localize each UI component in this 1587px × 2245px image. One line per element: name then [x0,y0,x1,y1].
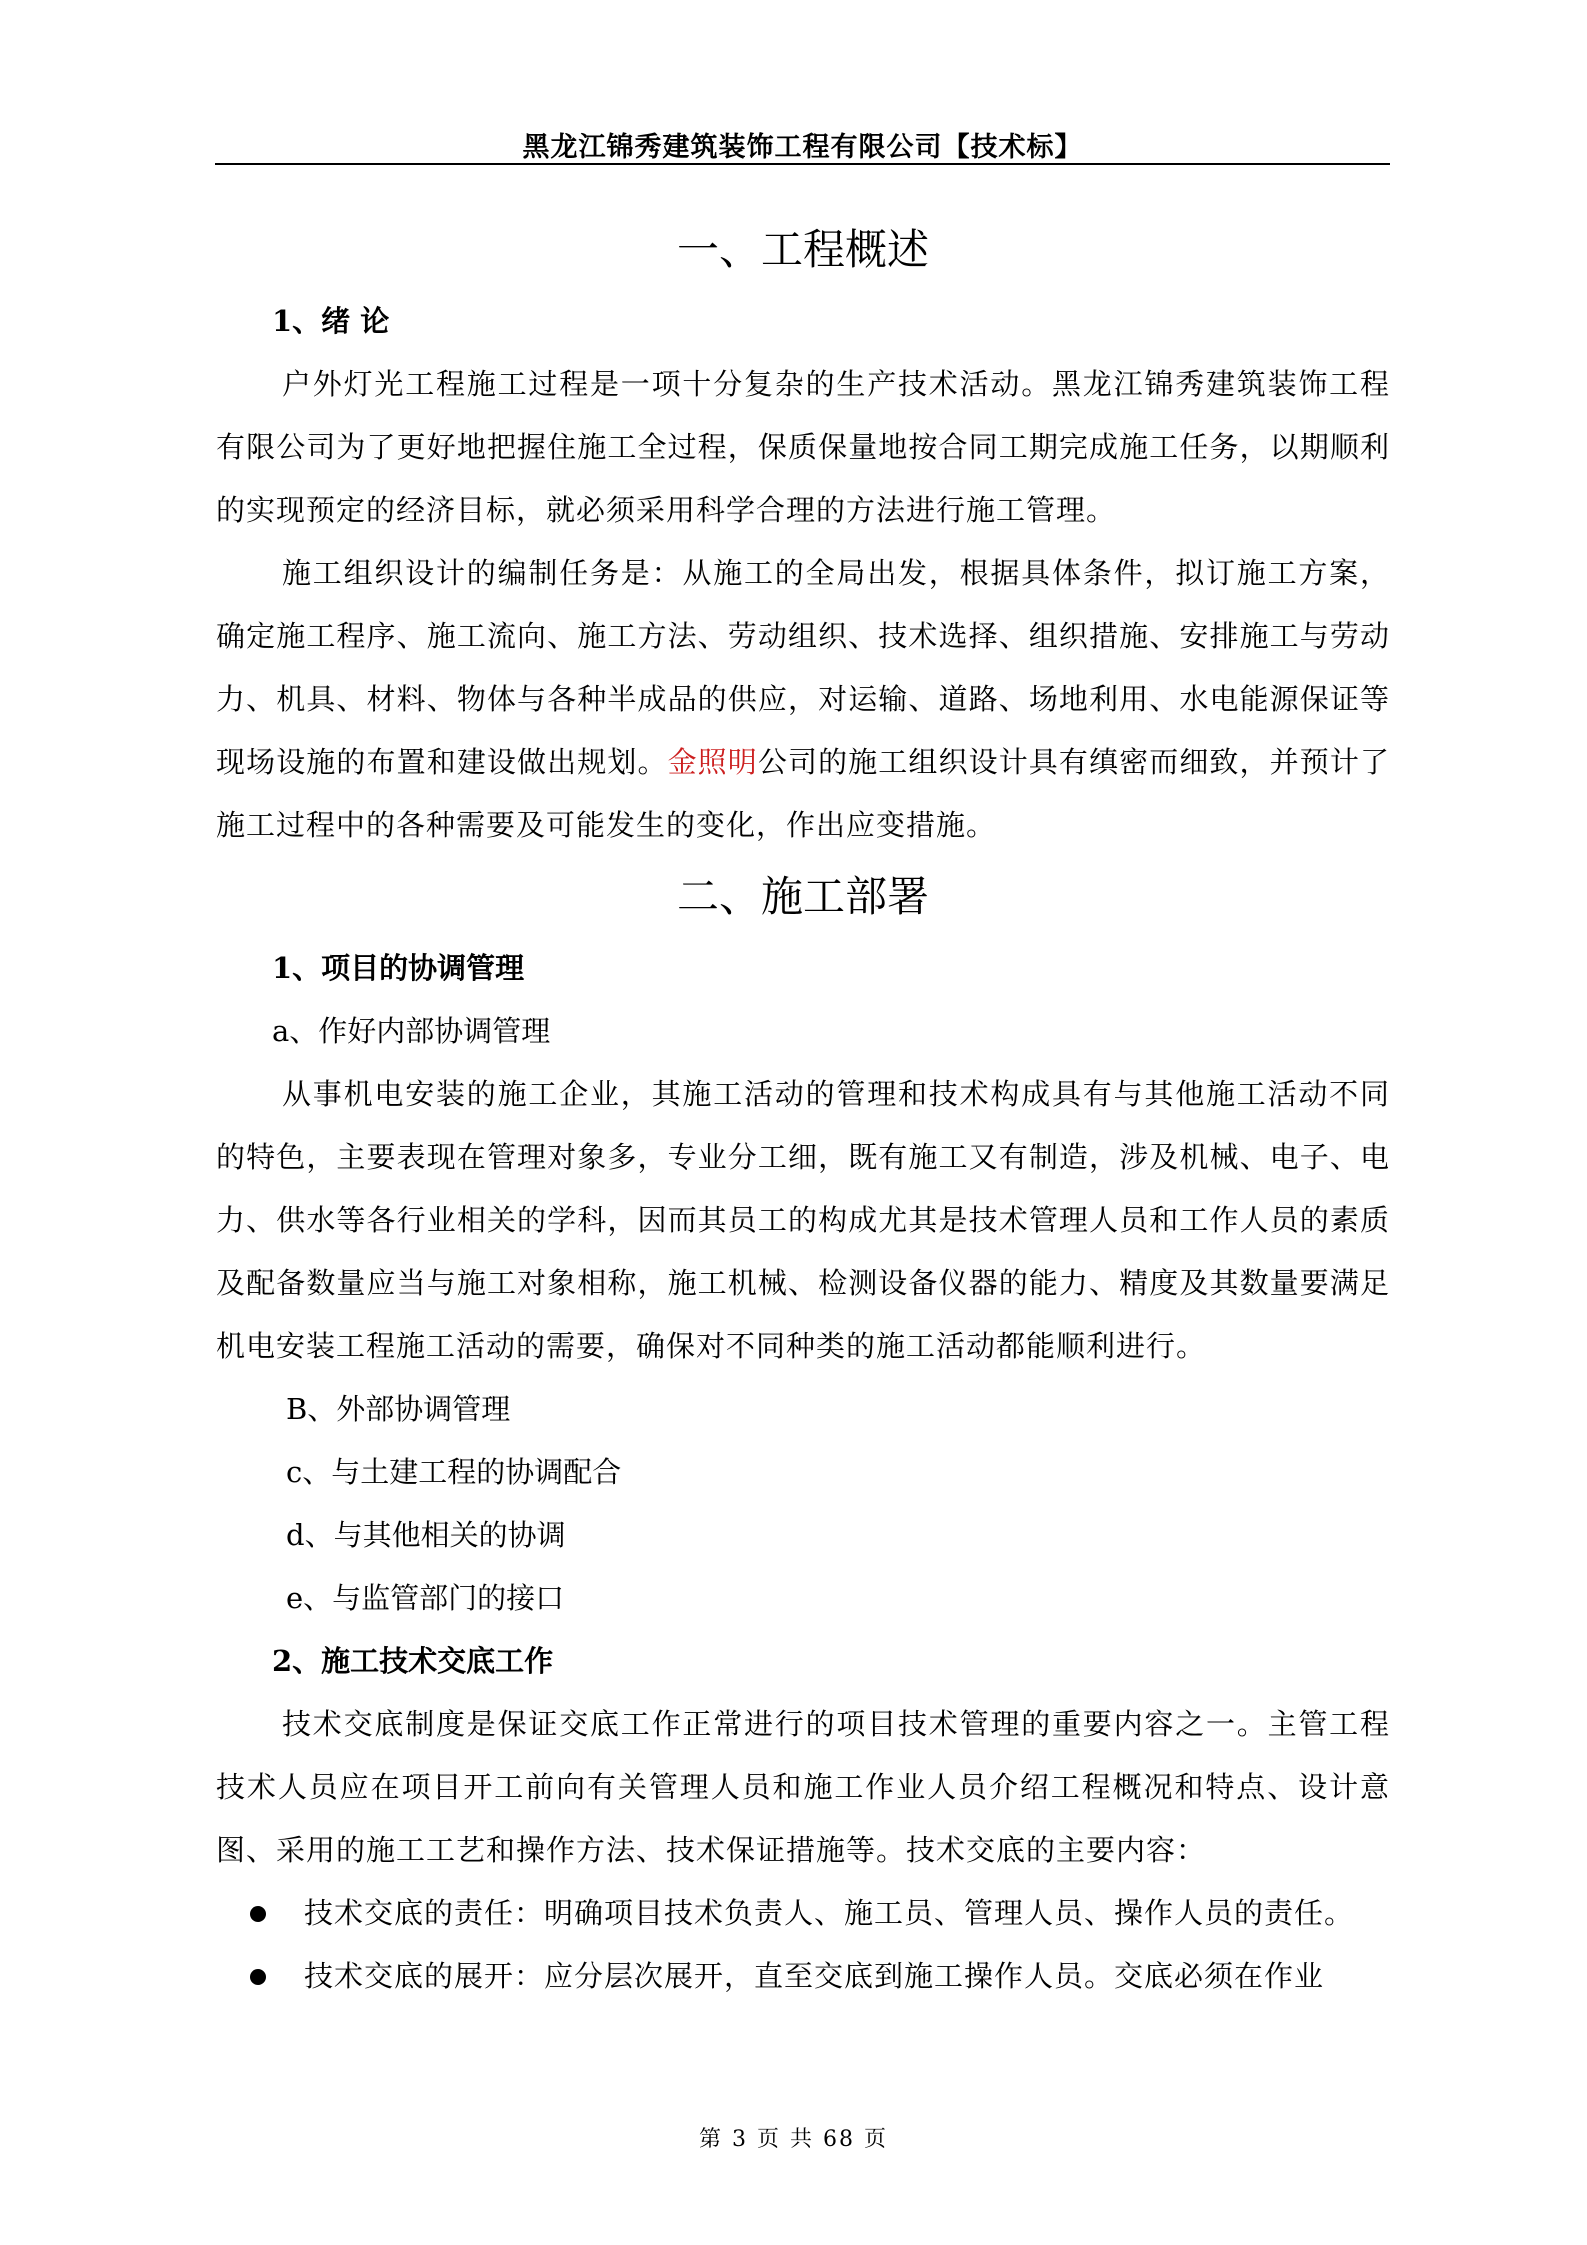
bullet-item [216,1945,1390,2008]
bullet-icon [250,1969,266,1985]
technical-briefing-paragraph: 技术交底制度是保证交底工作正常进行的项目技术管理的重要内容之一。主管工程技术人员应在项目开工前向有关管理人员和施工作业人员介绍工程概况和特点、设计意图、采用的施工工艺和操作方法、技术保证措施等。技术交底的主要内容： [216,1707,1390,1867]
bullet-item [216,1882,1390,1945]
header-divider [215,163,1390,165]
list-item-d: d、与其他相关的协调 [286,1518,566,1552]
list-item-b: B、外部协调管理 [286,1392,511,1426]
highlighted-company-name: 金照明 [667,745,758,779]
introduction-paragraph-2 [216,542,1390,857]
paragraph-text: 公司的施工组织设计具有缜密而细致，并预计了施工过程中的各种需要及可能发生的变化，作出应变措施。 [216,745,1390,842]
bullet-list [216,1882,1390,2008]
bullet-text: 技术交底的责任：明确项目技术负责人、施工员、管理人员、操作人员的责任。 [304,1896,1355,1930]
document-body [216,210,1390,2008]
list-item-c: c、与土建工程的协调配合 [286,1455,622,1489]
list-item-a: a、作好内部协调管理 [272,1014,551,1048]
paragraph-text: 施工组织设计的编制任务是：从施工的全局出发，根据具体条件，拟订施工方案，确定施工程序、施工流向、施工方法、劳动组织、技术选择、组织措施、安排施工与劳动力、机具、材料、物体与各种半成品的供应，对运输、道路、场地利用、水电能源保证等现场设施的布置和建设做出规划。 [216,556,1390,779]
section-1-title: 一、工程概述 [676,225,929,274]
subsection-coordination-title: 1、项目的协调管理 [272,951,525,985]
bullet-icon [250,1906,266,1922]
coordination-paragraph: 从事机电安装的施工企业，其施工活动的管理和技术构成具有与其他施工活动不同的特色，主要表现在管理对象多，专业分工细，既有施工又有制造，涉及机械、电子、电力、供水等各行业相关的学科，因而其员工的构成尤其是技术管理人员和工作人员的素质及配备数量应当与施工对象相称，施工机械、检测设备仪器的能力、精度及其数量要满足机电安装工程施工活动的需要，确保对不同种类的施工活动都能顺利进行。 [216,1077,1390,1363]
subsection-technical-briefing-title: 2、施工技术交底工作 [272,1644,554,1678]
subsection-introduction-title: 1、绪 论 [272,304,390,338]
list-item-e: e、与监管部门的接口 [286,1581,565,1615]
page-number: 第 3 页 共 68 页 [699,2127,888,2152]
section-2-title: 二、施工部署 [676,872,929,921]
bullet-text: 技术交底的展开：应分层次展开，直至交底到施工操作人员。交底必须在作业 [304,1959,1325,1993]
introduction-paragraph-1: 户外灯光工程施工过程是一项十分复杂的生产技术活动。黑龙江锦秀建筑装饰工程有限公司为了更好地把握住施工全过程，保质保量地按合同工期完成施工任务，以期顺利的实现预定的经济目标，就必须采用科学合理的方法进行施工管理。 [216,367,1390,527]
page-header-title: 黑龙江锦秀建筑装饰工程有限公司【技术标】 [522,132,1083,163]
